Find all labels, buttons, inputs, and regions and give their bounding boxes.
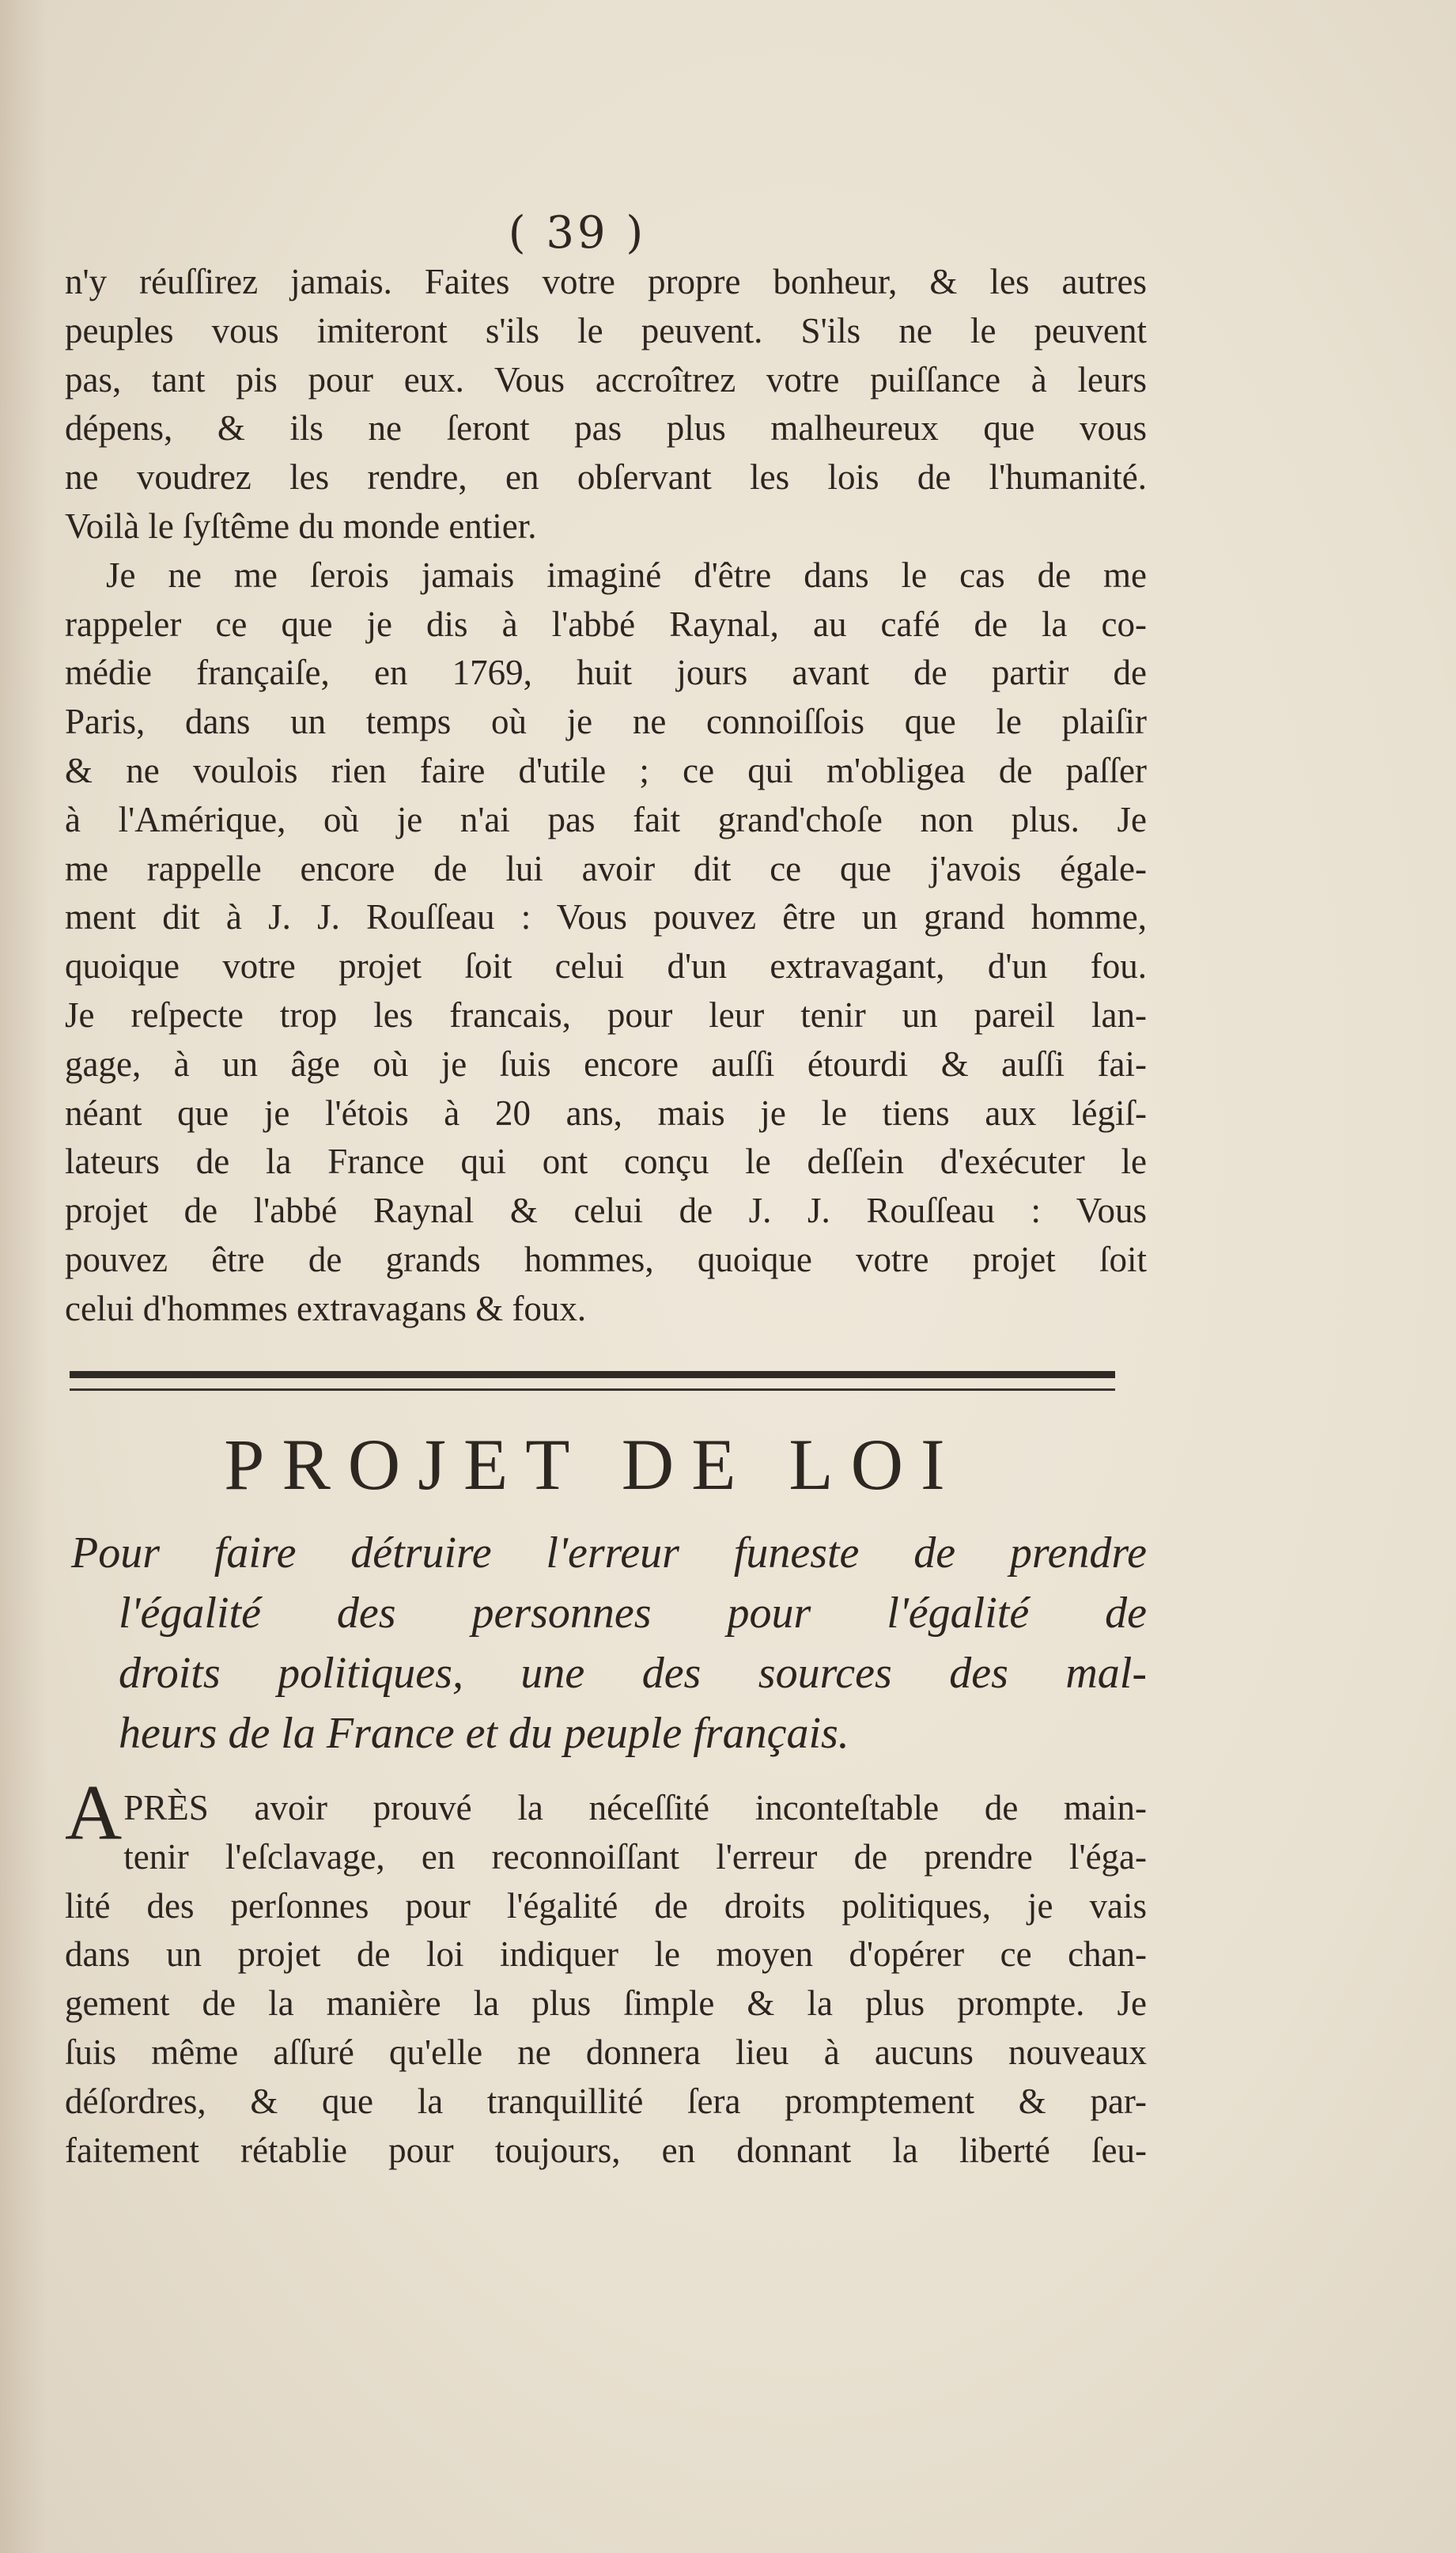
text-line: projet de l'abbé Raynal & celui de J. J. Rouſſeau : Vous (65, 1191, 1147, 1231)
text-line: & ne voulois rien faire d'utile ; ce qui m'obligea de paſſer (65, 750, 1147, 790)
page-edge-shadow (0, 0, 47, 2553)
text-line: peuples vous imiteront s'ils le peuvent. S'ils ne le peuvent (65, 310, 1147, 350)
text-line: dans un projet de loi indiquer le moyen d'opérer ce chan- (65, 1934, 1147, 1975)
text-line: gement de la manière la plus ſimple & la plus prompte. Je (65, 1983, 1147, 2024)
text-line: celui d'hommes extravagans & foux. (65, 1288, 587, 1328)
section-subtitle (71, 1523, 1147, 1763)
text-line: néant que je l'étois à 20 ans, mais je le tiens aux légiſ- (65, 1093, 1147, 1133)
page-number: ( 39 ) (508, 207, 647, 259)
section-divider-thin (70, 1388, 1115, 1391)
text-line: n'y réuſſirez jamais. Faites votre propre bonheur, & les autres (65, 262, 1147, 301)
text-line: faitement rétablie pour toujours, en donnant la liberté ſeu- (65, 2130, 1147, 2170)
text-line: médie françaiſe, en 1769, huit jours avant de partir de (65, 653, 1147, 693)
section-divider-thick (70, 1371, 1115, 1378)
subtitle-line: heurs de la France et du peuple français. (119, 1709, 849, 1758)
text-line: quoique votre projet ſoit celui d'un extravagant, d'un fou. (65, 946, 1147, 987)
text-line: lateurs de la France qui ont conçu le deſſein d'exécuter le (65, 1142, 1147, 1182)
text-line: lité des perſonnes pour l'égalité de droits politiques, je vais (65, 1885, 1147, 1926)
text-line: PRÈS avoir prouvé la néceſſité inconteſtable de main- (123, 1788, 1147, 1828)
paragraph-1 (65, 258, 1147, 1334)
paragraph-2 (65, 1768, 1147, 2175)
text-line: Je ne me ſerois jamais imaginé d'être dans le cas de me (106, 555, 1147, 595)
text-line: pouvez être de grands hommes, quoique votre projet ſoit (65, 1239, 1147, 1279)
text-line: Voilà le ſyſtême du monde entier. (65, 506, 537, 546)
text-line: déſordres, & que la tranquillité ſera promptement & par- (65, 2081, 1147, 2121)
text-line: rappeler ce que je dis à l'abbé Raynal, au café de la co- (65, 604, 1147, 644)
text-line: ſuis même aſſuré qu'elle ne donnera lieu à aucuns nouveaux (65, 2032, 1147, 2072)
text-line: pas, tant pis pour eux. Vous accroîtrez votre puiſſance à leurs (65, 359, 1147, 400)
text-line: gage, à un âge où je ſuis encore auſſi étourdi & auſſi fai- (65, 1044, 1147, 1084)
text-line: ne voudrez les rendre, en obſervant les lois de l'humanité. (65, 457, 1147, 498)
text-line: à l'Amérique, où je n'ai pas fait grand'choſe non plus. Je (65, 799, 1147, 839)
text-line: tenir l'eſclavage, en reconnoiſſant l'erreur de prendre l'éga- (123, 1836, 1147, 1877)
subtitle-line: Pour faire détruire l'erreur funeste de prendre (71, 1528, 1147, 1578)
text-line: ment dit à J. J. Rouſſeau : Vous pouvez être un grand homme, (65, 897, 1147, 937)
section-title: PROJET DE LOI (224, 1424, 962, 1505)
text-line: Je reſpecte trop les francais, pour leur tenir un pareil lan- (65, 994, 1147, 1035)
text-line: dépens, & ils ne ſeront pas plus malheureux que vous (65, 408, 1147, 449)
subtitle-line: droits politiques, une des sources des mal- (119, 1649, 1147, 1698)
subtitle-line: l'égalité des personnes pour l'égalité de (119, 1589, 1147, 1638)
drop-cap: A (65, 1768, 123, 1856)
text-line: Paris, dans un temps où je ne connoiſſois que le plaiſir (65, 702, 1147, 742)
text-line: me rappelle encore de lui avoir dit ce que j'avois égale- (65, 848, 1147, 888)
